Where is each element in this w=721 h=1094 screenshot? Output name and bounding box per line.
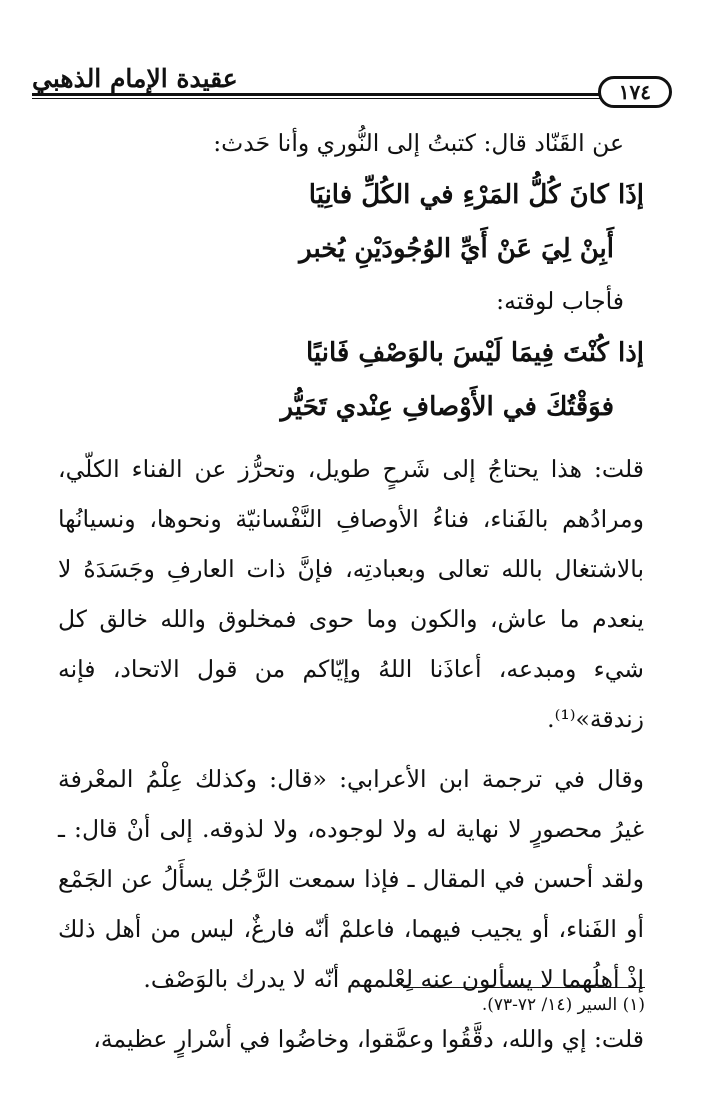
verse-1-second-hemistich: أَبِنْ لِيَ عَنْ أَيِّ الوُجُودَيْنِ يُخبر	[299, 234, 614, 264]
ibn-arabi-paragraph: وقال في ترجمة ابن الأعرابي: «قال: وكذلك عِلْمُ المعْرفة غيرُ محصورٍ لا نهاية له ولا لوجوده، ولا لذوقه. إلى أنْ قال: ـ ولقد أحسن في المقال ـ فإذا سمعت الرَّجُل يسأَلُ عن الجَمْع أو الفَناء، أو يجيب فيهما، فاعلمْ أنّه فارغٌ، ليس من أهل ذلك إذْ أهلُهما لا يسألون عنه لِعْلمهم أنّه لا يدرك بالوَصْف.	[58, 765, 644, 993]
header-rule	[32, 93, 652, 96]
page-number: ١٧٤	[598, 76, 672, 108]
footnote: (١) السير (١٤/ ٧٢-٧٣).	[481, 995, 645, 1015]
header-rule-thin	[32, 98, 652, 99]
reply-intro: فأجاب لوقته:	[496, 287, 624, 315]
closing-paragraph: قلت: إي والله، دقَّقُوا وعمَّقوا، وخاضُوا في أسْرارٍ عظيمة،	[93, 1025, 644, 1053]
footnote-separator	[403, 987, 645, 988]
page-header	[32, 62, 672, 102]
verse-2-second-hemistich: فوَقْتُكَ في الأَوْصافِ عِنْدي تَحَيُّر	[280, 392, 614, 422]
commentary-paragraph: قلت: هذا يحتاجُ إلى شَرحٍ طويل، وتحرُّز عن الفناء الكلّي، ومرادُهم بالفَناء، فناءُ الأوصافِ النَّفْسانيّة ونحوها، ونسيانُها بالاشتغال بالله تعالى وبعبادتِه، فإنَّ ذات العارفِ وجَسَدَهُ لا ينعدم ما عاش، والكون وما حوى فمخلوق والله خالق كل شيء ومبدعه، أعاذَنا اللهُ وإيّاكم من قول الاتحاد، فإنه زندقة»⁽¹⁾.	[58, 455, 644, 733]
page-body	[58, 118, 644, 1064]
verse-1-first-hemistich: إذَا كانَ كُلُّ المَرْءِ في الكُلِّ فانِيَا	[308, 180, 644, 210]
running-title: عقيدة الإمام الذهبي	[32, 64, 238, 93]
verse-2-first-hemistich: إذا كُنْتَ فِيمَا لَيْسَ بالوَصْفِ فَانيًا	[305, 338, 644, 368]
intro-paragraph: عن القَنّاد قال: كتبتُ إلى النُّوري وأنا حَدث:	[213, 129, 624, 157]
